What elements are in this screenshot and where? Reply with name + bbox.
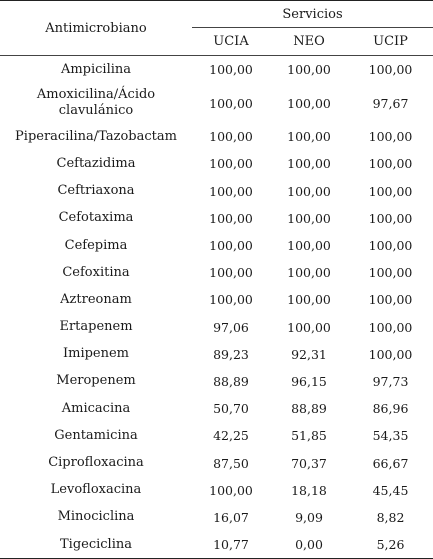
neo-value: 100,00 bbox=[287, 183, 331, 199]
header-neo: NEO bbox=[270, 28, 348, 56]
ucip-value: 66,67 bbox=[372, 455, 409, 471]
ucia-value: 100,00 bbox=[209, 210, 253, 226]
table-row bbox=[0, 395, 433, 422]
ucia-value: 100,00 bbox=[209, 183, 253, 199]
table-row bbox=[0, 83, 433, 123]
ucip-value: 100,00 bbox=[368, 346, 413, 362]
antimicrobial-name: Ceftriaxona bbox=[57, 183, 135, 199]
header-ucip: UCIP bbox=[348, 28, 433, 56]
ucia-value: 50,70 bbox=[213, 401, 249, 417]
neo-value: 18,18 bbox=[291, 482, 327, 498]
ucia-value: 89,23 bbox=[213, 346, 249, 362]
table-row bbox=[0, 123, 433, 150]
ucip-value: 86,96 bbox=[372, 401, 409, 417]
neo-value: 100,00 bbox=[287, 62, 331, 78]
table-row bbox=[0, 368, 433, 395]
antimicrobial-name: Ampicilina bbox=[60, 61, 132, 77]
neo-value: 9,09 bbox=[295, 509, 323, 525]
table-row bbox=[0, 504, 433, 531]
neo-value: 100,00 bbox=[287, 95, 331, 111]
antimicrobial-name: Levofloxacina bbox=[50, 482, 142, 498]
antimicrobial-name: Minociclina bbox=[57, 509, 135, 525]
table-row bbox=[0, 341, 433, 368]
table-row bbox=[0, 232, 433, 259]
ucia-value: 16,07 bbox=[213, 509, 249, 525]
table-row bbox=[0, 150, 433, 177]
ucia-value: 88,89 bbox=[213, 373, 249, 389]
neo-value: 0,00 bbox=[270, 531, 348, 559]
ucia-value: 42,25 bbox=[213, 428, 249, 444]
ucia-value: 100,00 bbox=[209, 62, 253, 78]
neo-value: 70,37 bbox=[291, 455, 327, 471]
ucia-value: 100,00 bbox=[209, 292, 253, 308]
neo-value: 100,00 bbox=[287, 129, 331, 145]
ucia-value: 100,00 bbox=[209, 238, 253, 254]
antimicrobial-name: Cefotaxima bbox=[58, 210, 134, 226]
header-ucia: UCIA bbox=[192, 28, 270, 56]
ucia-value: 100,00 bbox=[209, 95, 253, 111]
table-row bbox=[0, 314, 433, 341]
ucia-value: 10,77 bbox=[192, 531, 270, 559]
ucia-value: 100,00 bbox=[209, 156, 253, 172]
antimicrobial-name: Amoxicilina/Ácido clavulánico bbox=[36, 87, 156, 119]
neo-value: 100,00 bbox=[287, 319, 331, 335]
ucia-value: 100,00 bbox=[209, 482, 253, 498]
header-antimicrobial: Antimicrobiano bbox=[0, 1, 192, 56]
table-row bbox=[0, 178, 433, 205]
antimicrobial-name: Piperacilina/Tazobactam bbox=[15, 128, 177, 144]
table-row bbox=[0, 449, 433, 476]
table-header bbox=[0, 1, 433, 56]
table-body bbox=[0, 56, 433, 559]
antimicrobial-name: Tigeciclina bbox=[0, 531, 192, 559]
ucia-value: 100,00 bbox=[209, 129, 253, 145]
neo-value: 96,15 bbox=[291, 373, 327, 389]
ucip-value: 54,35 bbox=[372, 428, 409, 444]
ucip-value: 100,00 bbox=[368, 62, 413, 78]
antimicrobial-name: Meropenem bbox=[56, 373, 136, 389]
neo-value: 88,89 bbox=[291, 401, 327, 417]
ucip-value: 8,82 bbox=[376, 509, 405, 525]
ucip-value: 5,26 bbox=[348, 531, 433, 559]
antimicrobial-name: Imipenem bbox=[62, 346, 130, 362]
antimicrobial-name: Gentamicina bbox=[54, 427, 138, 443]
antimicrobial-name: Ciprofloxacina bbox=[48, 455, 144, 471]
table-row bbox=[0, 259, 433, 286]
neo-value: 100,00 bbox=[287, 210, 331, 226]
antimicrobial-name: Ceftazidima bbox=[56, 155, 136, 171]
antimicrobial-name: Ertapenem bbox=[59, 319, 133, 335]
ucip-value: 100,00 bbox=[368, 156, 413, 172]
neo-value: 100,00 bbox=[287, 265, 331, 281]
ucia-value: 87,50 bbox=[213, 455, 249, 471]
antimicrobial-name: Aztreonam bbox=[60, 291, 132, 307]
table-row bbox=[0, 56, 433, 84]
ucip-value: 45,45 bbox=[372, 482, 409, 498]
header-services: Servicios bbox=[192, 1, 433, 28]
ucia-value: 100,00 bbox=[209, 265, 253, 281]
antimicrobial-name: Cefepima bbox=[64, 237, 128, 253]
neo-value: 100,00 bbox=[287, 238, 331, 254]
ucip-value: 97,73 bbox=[372, 373, 409, 389]
table-row bbox=[0, 286, 433, 313]
neo-value: 92,31 bbox=[291, 346, 327, 362]
ucip-value: 100,00 bbox=[368, 319, 413, 335]
ucip-value: 100,00 bbox=[368, 129, 413, 145]
ucip-value: 97,67 bbox=[372, 95, 409, 111]
table-row bbox=[0, 205, 433, 232]
table-row bbox=[0, 422, 433, 449]
neo-value: 100,00 bbox=[287, 292, 331, 308]
ucip-value: 100,00 bbox=[368, 292, 413, 308]
antimicrobial-name: Cefoxitina bbox=[62, 264, 130, 280]
neo-value: 100,00 bbox=[287, 156, 331, 172]
ucip-value: 100,00 bbox=[368, 183, 413, 199]
table-row bbox=[0, 531, 433, 559]
ucip-value: 100,00 bbox=[368, 210, 413, 226]
ucia-value: 97,06 bbox=[213, 319, 249, 335]
neo-value: 51,85 bbox=[291, 428, 327, 444]
ucip-value: 100,00 bbox=[368, 265, 413, 281]
table-row bbox=[0, 477, 433, 504]
ucip-value: 100,00 bbox=[368, 238, 413, 254]
antimicrobial-name: Amicacina bbox=[61, 400, 131, 416]
